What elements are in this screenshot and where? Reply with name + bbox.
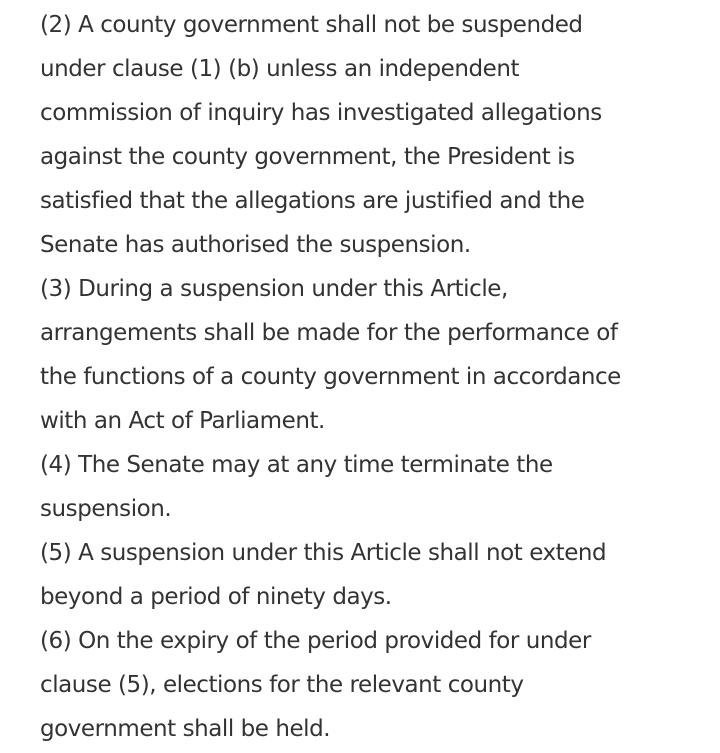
text-line: (5) A suspension under this Article shall not extend [40,540,607,566]
text-line: (2) A county government shall not be suspended [40,12,583,38]
text-line: satisfied that the allegations are justified and the [40,188,585,214]
text-line: against the county government, the President is [40,144,575,170]
text-line: beyond a period of ninety days. [40,584,392,610]
text-line: (4) The Senate may at any time terminate the [40,452,553,478]
text-line: the functions of a county government in accordance [40,364,621,390]
text-line: (6) On the expiry of the period provided for under [40,628,591,654]
document-body [40,3,710,751]
text-line: (3) During a suspension under this Article, [40,276,508,302]
text-line: government shall be held. [40,716,331,742]
text-line: Senate has authorised the suspension. [40,232,471,258]
text-line: arrangements shall be made for the performance of [40,320,618,346]
text-line: suspension. [40,496,172,522]
text-line: commission of inquiry has investigated allegations [40,100,602,126]
text-line: with an Act of Parliament. [40,408,325,434]
text-line: under clause (1) (b) unless an independent [40,56,520,82]
text-line: clause (5), elections for the relevant county [40,672,524,698]
